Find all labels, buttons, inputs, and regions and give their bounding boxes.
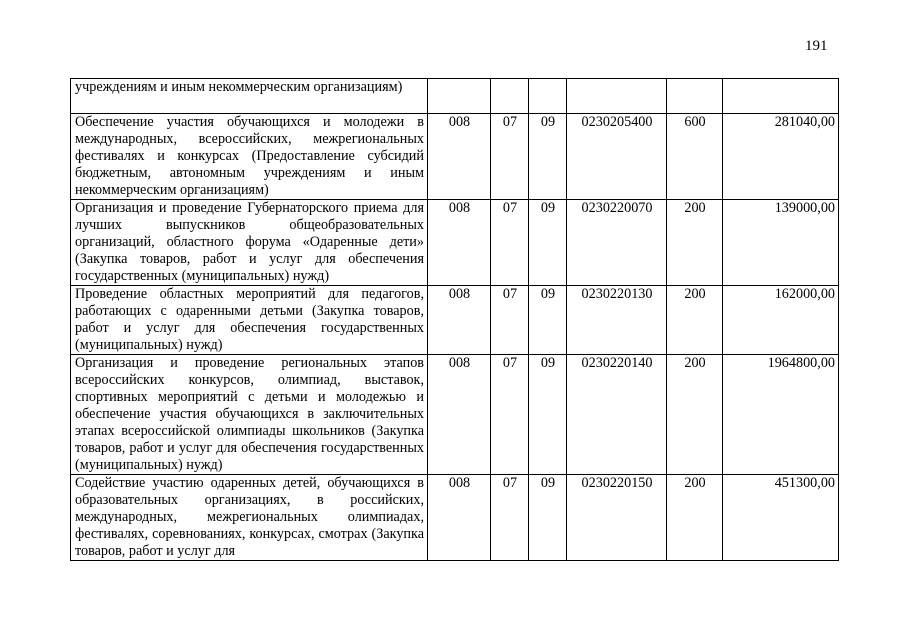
row-expense-type: 200: [667, 200, 723, 286]
row-expense-type: [667, 79, 723, 114]
row-section-code: 07: [491, 286, 529, 355]
row-expense-type: 600: [667, 114, 723, 200]
row-expense-type: 200: [667, 355, 723, 475]
budget-table: [70, 78, 839, 561]
row-target-article: 0230220140: [567, 355, 667, 475]
table-row: [71, 79, 839, 114]
budget-table-body: [71, 79, 839, 561]
row-description: Организация и проведение региональных этапов всероссийских конкурсов, олимпиад, выставок, спортивных мероприятий с детьми и молодежью и обеспечение участия обучающихся в заключительных этапах всероссийской олимпиады школьников (Закупка товаров, работ и услуг для обеспечения государственных (муниципальных) нужд): [71, 355, 428, 475]
row-description: Организация и проведение Губернаторского приема для лучших выпускников общеобразовательных организаций, областного форума «Одаренные дети» (Закупка товаров, работ и услуг для обеспечения государственных (муниципальных) нужд): [71, 200, 428, 286]
row-target-article: 0230220130: [567, 286, 667, 355]
row-target-article: [567, 79, 667, 114]
row-target-article: 0230205400: [567, 114, 667, 200]
row-subsection-code: 09: [529, 200, 567, 286]
row-target-article: 0230220150: [567, 475, 667, 561]
row-amount: 139000,00: [723, 200, 839, 286]
row-ministry-code: 008: [428, 475, 491, 561]
row-description: учреждениям и иным некоммерческим организациям): [71, 79, 428, 114]
row-target-article: 0230220070: [567, 200, 667, 286]
row-amount: 162000,00: [723, 286, 839, 355]
row-expense-type: 200: [667, 475, 723, 561]
row-section-code: 07: [491, 200, 529, 286]
row-description: Содействие участию одаренных детей, обучающихся в образовательных организациях, в российских, международных, межрегиональных олимпиадах, фестивалях, соревнованиях, конкурсах, смотрах (Закупка товаров, работ и услуг для: [71, 475, 428, 561]
row-section-code: 07: [491, 114, 529, 200]
table-row: [71, 475, 839, 561]
row-amount: [723, 79, 839, 114]
row-section-code: 07: [491, 355, 529, 475]
row-amount: 451300,00: [723, 475, 839, 561]
row-amount: 1964800,00: [723, 355, 839, 475]
row-subsection-code: [529, 79, 567, 114]
row-ministry-code: 008: [428, 286, 491, 355]
row-subsection-code: 09: [529, 475, 567, 561]
table-row: [71, 355, 839, 475]
row-expense-type: 200: [667, 286, 723, 355]
row-section-code: [491, 79, 529, 114]
row-subsection-code: 09: [529, 355, 567, 475]
row-ministry-code: 008: [428, 200, 491, 286]
row-description: Обеспечение участия обучающихся и молодежи в международных, всероссийских, межрегиональных фестивалях и конкурсах (Предоставление субсидий бюджетным, автономным учреждениям и иным некоммерческим организациям): [71, 114, 428, 200]
row-section-code: 07: [491, 475, 529, 561]
table-row: [71, 200, 839, 286]
row-description: Проведение областных мероприятий для педагогов, работающих с одаренными детьми (Закупка товаров, работ и услуг для обеспечения государственных (муниципальных) нужд): [71, 286, 428, 355]
table-row: [71, 114, 839, 200]
row-subsection-code: 09: [529, 114, 567, 200]
table-row: [71, 286, 839, 355]
row-subsection-code: 09: [529, 286, 567, 355]
row-ministry-code: 008: [428, 114, 491, 200]
row-amount: 281040,00: [723, 114, 839, 200]
page-number: 191: [805, 38, 828, 54]
row-ministry-code: [428, 79, 491, 114]
row-ministry-code: 008: [428, 355, 491, 475]
